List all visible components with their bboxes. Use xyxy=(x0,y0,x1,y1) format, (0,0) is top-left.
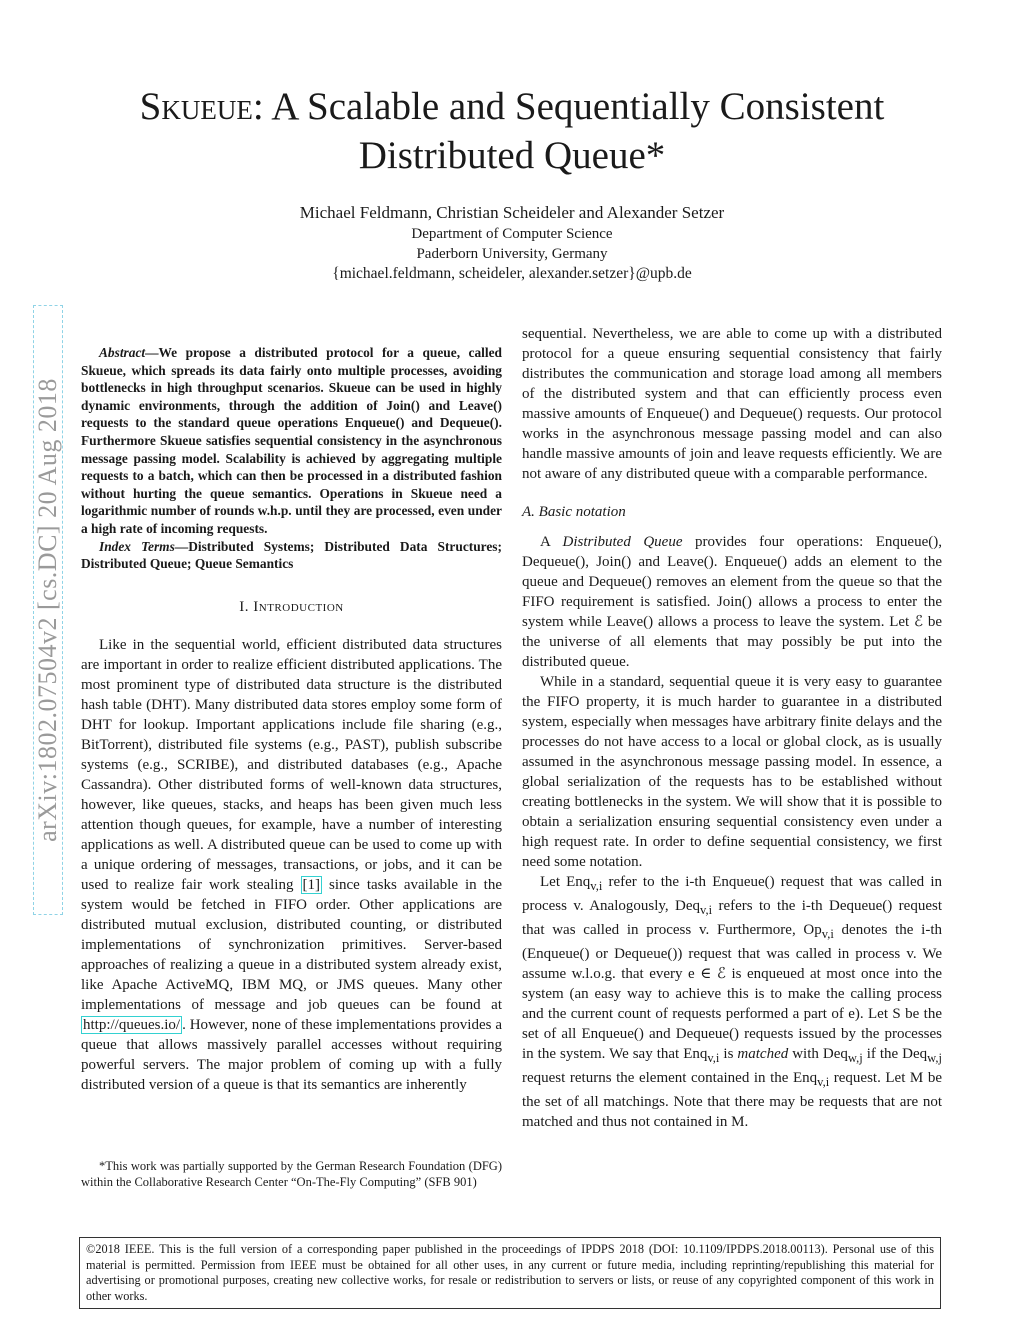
footnote xyxy=(81,1158,502,1190)
author-list: Michael Feldmann, Christian Scheideler and Alexander Setzer xyxy=(299,203,725,222)
p4-c: refers to the i-th Dequeue() request that was called in process v. Furthermore, Op xyxy=(522,898,942,938)
intro-text-c: . However, none of these implementations provides a queue that allows massively parallel accesses without requiring powerful servers. The major problem of coming up with a fully distributed version of a queue is that its semantics are inherently xyxy=(81,1016,502,1093)
p4-b: refer to the i-th Enqueue() request that was called in process v. Analogously, Deq xyxy=(522,874,942,914)
p4-g: if the Deq xyxy=(862,1046,928,1062)
department: Department of Computer Science xyxy=(411,226,613,242)
p4-sub-2: v,i xyxy=(700,903,713,917)
p4-sub-4: v,i xyxy=(707,1051,720,1065)
paper-title xyxy=(0,82,1024,180)
citation-link[interactable]: [1] xyxy=(302,876,320,893)
p4-a: Let Enq xyxy=(540,874,591,890)
right-paragraph-3: While in a standard, sequential queue it is very easy to guarantee the FIFO property, it is much harder to guarantee in a distributed system, especially when messages have arbitrary finite delays and the processes do not have access to a local or global clock, as is usually assumed in the asynchronous message passing model. In essence, a global serialization of the requests has to be established without creating bottlenecks in the system. We will show that it is possible to obtain a serialization ensuring sequential consistency even under a high request rate. In order to define sequential consistency, we first need some notation. xyxy=(522,674,942,870)
p4-sub-3: v,i xyxy=(821,927,834,941)
section-heading-introduction: I. Introduction xyxy=(239,598,344,615)
abstract-text: —We propose a distributed protocol for a queue, called Skueue, which spreads its data fairly onto multiple processes, avoiding bottlenecks in high throughput scenarios. Skueue can be used in highly dynamic environments, through the addition of Join() and Leave() requests to the standard queue operations Enqueue() and Dequeue(). Furthermore Skueue satisfies sequential consistency in the asynchronous message passing model. Scalability is achieved by aggregating multiple requests to a batch, which can then be processed in a distributed fashion without hurting the queue semantics. Operations in Skueue need a logarithmic number of rounds w.h.p. until they are processed, even under a high rate of incoming requests. xyxy=(81,345,502,536)
p4-sub-1: v,i xyxy=(590,879,603,893)
intro-text-b: since tasks available in the system would be fetched in FIFO order. Other applications are distributed mutual exclusion, distributed counting, or distributed implementations of synchronization primitives. Server-based approaches of realizing a queue in a distributed system already exist, like Apache ActiveMQ, IBM MQ, or JMS queues. Many other implementations of message and job queues can be found at xyxy=(81,876,503,1013)
p4-sub-7: v,i xyxy=(817,1075,830,1089)
right-paragraph-1: sequential. Nevertheless, we are able to come up with a distributed protocol for a queue ensuring sequential consistency that fairly distributes the communication and storage load among all members of the distributed system and that can efficiently process even massive amounts of Enqueue() and Dequeue() requests. Our protocol works in the asynchronous message passing model and can also handle massive amounts of join and leave requests efficiently. We are not aware of any distributed queue with a comparable performance. xyxy=(522,326,942,482)
arxiv-stamp-text: arXiv:1802.07504v2 [cs.DC] 20 Aug 2018 xyxy=(33,378,62,842)
author-emails: {michael.feldmann, scheideler, alexander.setzer}@upb.de xyxy=(332,265,692,282)
subsection-basic-notation: A. Basic notation xyxy=(522,504,626,520)
footnote-text: *This work was partially supported by the German Research Foundation (DFG) within the Collaborative Research Center “On-The-Fly Computing” (SFB 901) xyxy=(81,1159,502,1189)
copyright-notice: ©2018 IEEE. This is the full version of a corresponding paper published in the proceedings of IPDPS 2018 (DOI: 10.1109/IPDPS.2018.00113). Personal use of this material is permitted. Permission from IEEE must be obtained for all other uses, in any current or future media, including reprinting/republishing this material for advertising or promotional purposes, creating new collective works, for resale or redistribution to servers or lists, or reuse of any copyrighted component of this work in other works. xyxy=(79,1237,941,1309)
p4-d: denotes the i-th (Enqueue() or Dequeue()) request that was called in process v. We assume w.l.o.g. that every e ∈ ℰ is enqueued at most once into the system (an easy way to achieve this is to make the calling process and the current count of requests performed a part of e). Let S be the set of all Enqueue() and Dequeue() requests issued by the processes in the system. We say that Enq xyxy=(522,922,942,1062)
p4-sub-6: w,j xyxy=(927,1051,942,1065)
p2-text-b: provides four operations: Enqueue(), Dequeue(), Join() and Leave(). Enqueue() adds an element to the queue and Dequeue() removes an element from the queue so that the FIFO requirement is satisfied. Join() allows a process to enter the system while Leave() allows a process to leave the system. Let ℰ be the universe of all elements that may possibly be put into the distributed queue. xyxy=(522,534,942,670)
right-paragraph-4 xyxy=(522,872,942,1132)
index-terms-text: —Distributed Systems; Distributed Data Structures; Distributed Queue; Queue Semantics xyxy=(81,538,502,572)
title-system-name: Skueue xyxy=(139,85,253,128)
p2-text-a: A xyxy=(540,534,563,550)
p4-emphasis: matched xyxy=(737,1046,789,1062)
left-column xyxy=(81,344,502,1095)
p2-emphasis: Distributed Queue xyxy=(562,534,683,550)
right-paragraph-2 xyxy=(522,532,942,672)
p4-h: request returns the element contained in the Enq xyxy=(522,1070,818,1086)
queues-io-link[interactable]: http://queues.io/ xyxy=(83,1016,181,1033)
title-line-2: Distributed Queue* xyxy=(358,134,666,177)
abstract-label: Abstract xyxy=(99,345,146,360)
p4-e: is xyxy=(719,1046,738,1062)
index-terms xyxy=(81,538,502,573)
p4-sub-5: w,j xyxy=(847,1051,863,1065)
index-terms-label: Index Terms xyxy=(99,538,175,554)
intro-text-a: Like in the sequential world, efficient distributed data structures are important in order to realize efficient distributed applications. The most prominent type of distributed data structure is the distributed hash table (DHT). Many distributed data stores employ some form of DHT for lookup. Important applications include file sharing (e.g., BitTorrent), distributed file systems (e.g., PAST), publish subscribe systems (e.g., SCRIBE), and distributed databases (e.g., Apache Cassandra). Other distributed forms of well-known data structures, however, like queues, stacks, and heaps has been given much less attention though queues, for example, have a number of interesting applications as well. A distributed queue can be used to come up with a unique ordering of messages, transactions, or jobs, and it can be used to realize fair work stealing xyxy=(81,636,502,893)
abstract xyxy=(81,344,502,538)
arxiv-stamp xyxy=(33,305,63,915)
p4-i: request. Let M be the set of all matchings. Note that there may be requests that are not matched and thus not contained in M. xyxy=(522,1070,942,1130)
title-rest: : A Scalable and Sequentially Consistent xyxy=(252,85,885,128)
right-column xyxy=(522,324,942,1132)
university: Paderborn University, Germany xyxy=(416,246,608,262)
intro-paragraph xyxy=(81,635,502,1095)
p4-f: with Deq xyxy=(788,1046,848,1062)
